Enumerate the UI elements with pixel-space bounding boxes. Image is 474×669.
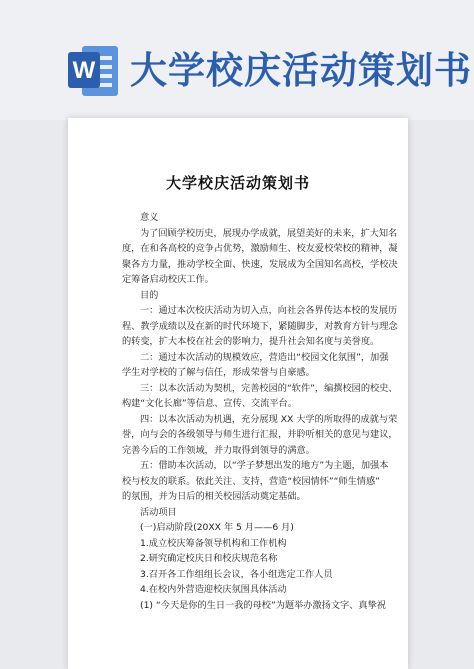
paragraph-line: 定筹备启动校庆工作。 [122, 274, 214, 285]
paragraph-line: 校与校友的联系。依此关注、支持，营造“校园情怀”“师生情感” [122, 475, 380, 487]
paragraph-line: 意义 [140, 212, 159, 223]
paragraph-line: (1) “今天是你的生日一我的母校”为题举办激扬文字、真挚祝 [140, 599, 386, 611]
paragraph-line: 4.在校内外营造迎校庆氛围具体活动 [140, 584, 287, 595]
paragraph-line: 度，在和各高校的竞争占优势，激励师生、校友爱校荣校的精神，凝 [122, 243, 398, 254]
paragraph-line: 完善今后的工作领域，并力取得到领导的满意。 [122, 444, 315, 456]
document-body [122, 210, 398, 613]
paragraph-line: 四：以本次活动为机遇，充分展现 XX 大学的所取得的成就与荣 [140, 413, 398, 425]
paragraph-line: 程、教学成绩以及在新的时代环境下，紧随脚步，对教育方针与理念 [122, 320, 398, 332]
paragraph-line: 一：通过本次校庆活动为切入点，向社会各界传达本校的发展历 [140, 305, 398, 316]
banner-title: 大学校庆活动策划书 [130, 49, 472, 92]
paragraph-line: 学生对学校的了解与信任，形成荣誉与自豪感。 [122, 367, 315, 378]
paragraph-line: 聚各方力量，推动学校全面、快速，发展成为全国知名高校，学校决 [122, 258, 398, 270]
paragraph-line: 2.研究确定校庆日和校庆规范名称 [140, 553, 278, 564]
header-banner [0, 0, 474, 120]
paragraph-line: 的转变，扩大本校在社会的影响力，提升社会知名度与美誉度。 [122, 336, 380, 347]
paragraph-line: 活动项目 [140, 506, 177, 518]
paragraph-line: 三：以本次活动为契机，完善校园的“软件”，编撰校园的校史、 [140, 382, 398, 394]
document-title: 大学校庆活动策划书 [165, 174, 310, 192]
document-page [68, 118, 408, 669]
logo-letter: W [72, 57, 96, 84]
paragraph-line: 3.召开各工作组组长会议，各小组选定工作人员 [140, 568, 333, 580]
paragraph-line: 1.成立校庆筹备领导机构和工作机构 [140, 537, 287, 549]
paragraph-line: (一)启动阶段(20XX 年 5 月——6 月) [140, 522, 294, 533]
paragraph-line: 誉，向与会的各级领导与师生进行汇报，并聆听相关的意见与建议， [122, 429, 398, 440]
paragraph-line: 为了回顾学校历史，展现办学成就，展望美好的未来，扩大知名 [140, 227, 398, 239]
paragraph-line: 目的 [140, 289, 159, 301]
paragraph-line: 二：通过本次活动的规模效应，营造出“校园文化氛围”，加强 [140, 351, 389, 363]
paragraph-line: 的氛围，并为日后的相关校园活动奠定基础。 [122, 491, 306, 502]
paragraph-line: 五：借助本次活动，以“学子梦想出发的地方”为主题，加强本 [140, 460, 389, 471]
paragraph-line: 构建“文化长廊”等信息、宣传、交流平台。 [122, 398, 297, 409]
word-document-icon [68, 42, 120, 100]
